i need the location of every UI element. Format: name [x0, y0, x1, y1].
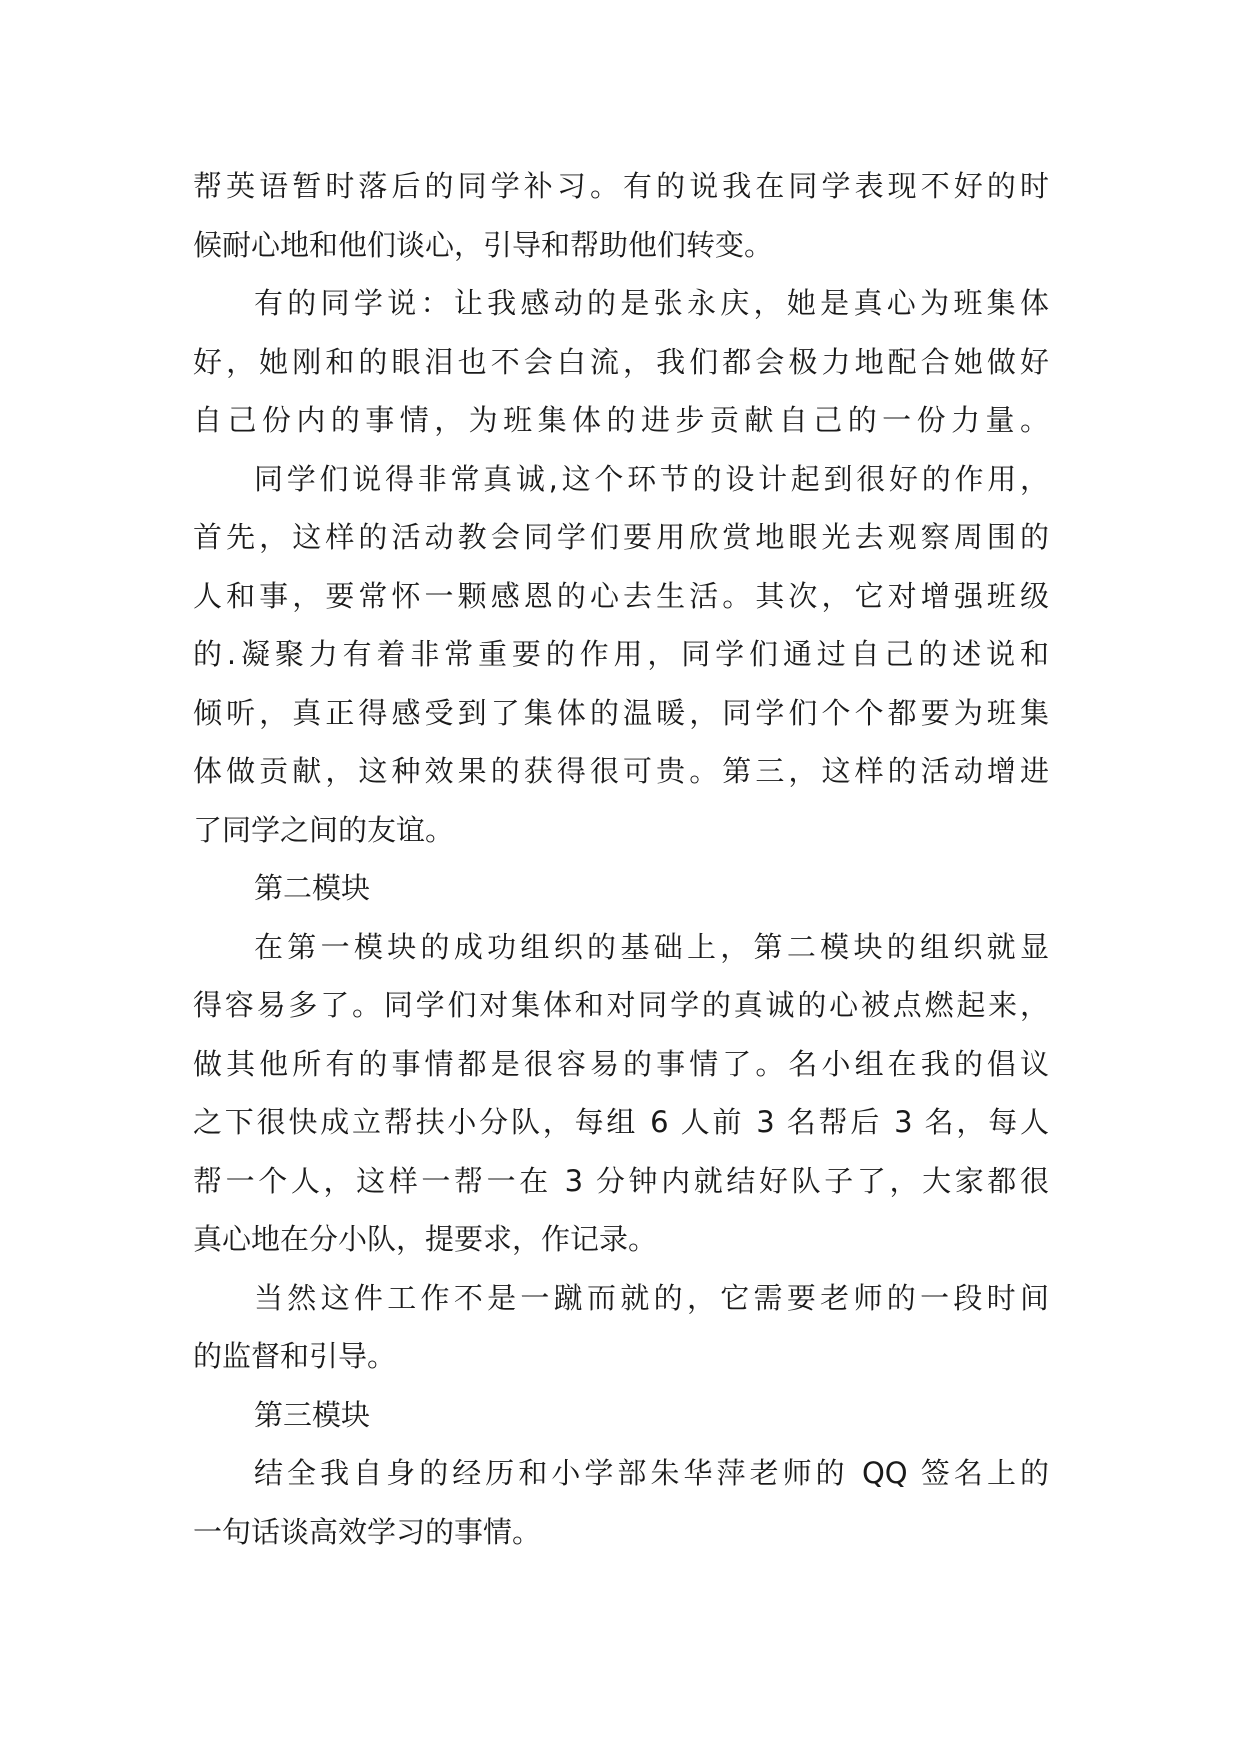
- text-line: 倾听，真正得感受到了集体的温暖，同学们个个都要为班集: [193, 695, 1049, 730]
- section-heading: 第二模块: [254, 871, 371, 905]
- text-line: 帮一个人，这样一帮一在 3 分钟内就结好队子了，大家都很: [193, 1163, 1049, 1198]
- text-line: 了同学之间的友谊。: [193, 812, 455, 847]
- text-line: 得容易多了。同学们对集体和对同学的真诚的心被点燃起来，: [193, 988, 1049, 1022]
- text-line: 结全我自身的经历和小学部朱华萍老师的 QQ 签名上的: [254, 1456, 1049, 1490]
- text-line: 在第一模块的成功组织的基础上，第二模块的组织就显: [254, 929, 1049, 964]
- text-line: 一句话谈高效学习的事情。: [193, 1514, 542, 1549]
- text-line: 的.凝聚力有着非常重要的作用，同学们通过自己的述说和: [193, 637, 1049, 671]
- text-line: 的监督和引导。: [193, 1339, 397, 1373]
- text-line: 好，她刚和的眼泪也不会白流，我们都会极力地配合她做好: [193, 344, 1049, 379]
- text-line: 同学们说得非常真诚,这个环节的设计起到很好的作用，: [254, 461, 1049, 496]
- text-line: 自己份内的事情，为班集体的进步贡献自己的一份力量。: [193, 403, 1049, 437]
- text-line: 之下很快成立帮扶小分队，每组 6 人前 3 名帮后 3 名，每人: [193, 1105, 1049, 1139]
- section-heading: 第三模块: [254, 1397, 371, 1432]
- document-body: [193, 157, 1049, 1561]
- text-line: 体做贡献，这种效果的获得很可贵。第三，这样的活动增进: [193, 754, 1049, 788]
- text-line: 真心地在分小队，提要求，作记录。: [193, 1222, 658, 1256]
- text-line: 首先，这样的活动教会同学们要用欣赏地眼光去观察周围的: [193, 520, 1049, 554]
- text-line: 有的同学说：让我感动的是张永庆，她是真心为班集体: [254, 286, 1049, 320]
- text-line: 帮英语暂时落后的同学补习。有的说我在同学表现不好的时: [193, 169, 1049, 203]
- text-line: 当然这件工作不是一蹴而就的，它需要老师的一段时间: [254, 1280, 1049, 1315]
- text-line: 候耐心地和他们谈心，引导和帮助他们转变。: [193, 227, 774, 262]
- text-line: 人和事，要常怀一颗感恩的心去生活。其次，它对增强班级: [193, 578, 1049, 613]
- text-line: 做其他所有的事情都是很容易的事情了。名小组在我的倡议: [193, 1046, 1049, 1081]
